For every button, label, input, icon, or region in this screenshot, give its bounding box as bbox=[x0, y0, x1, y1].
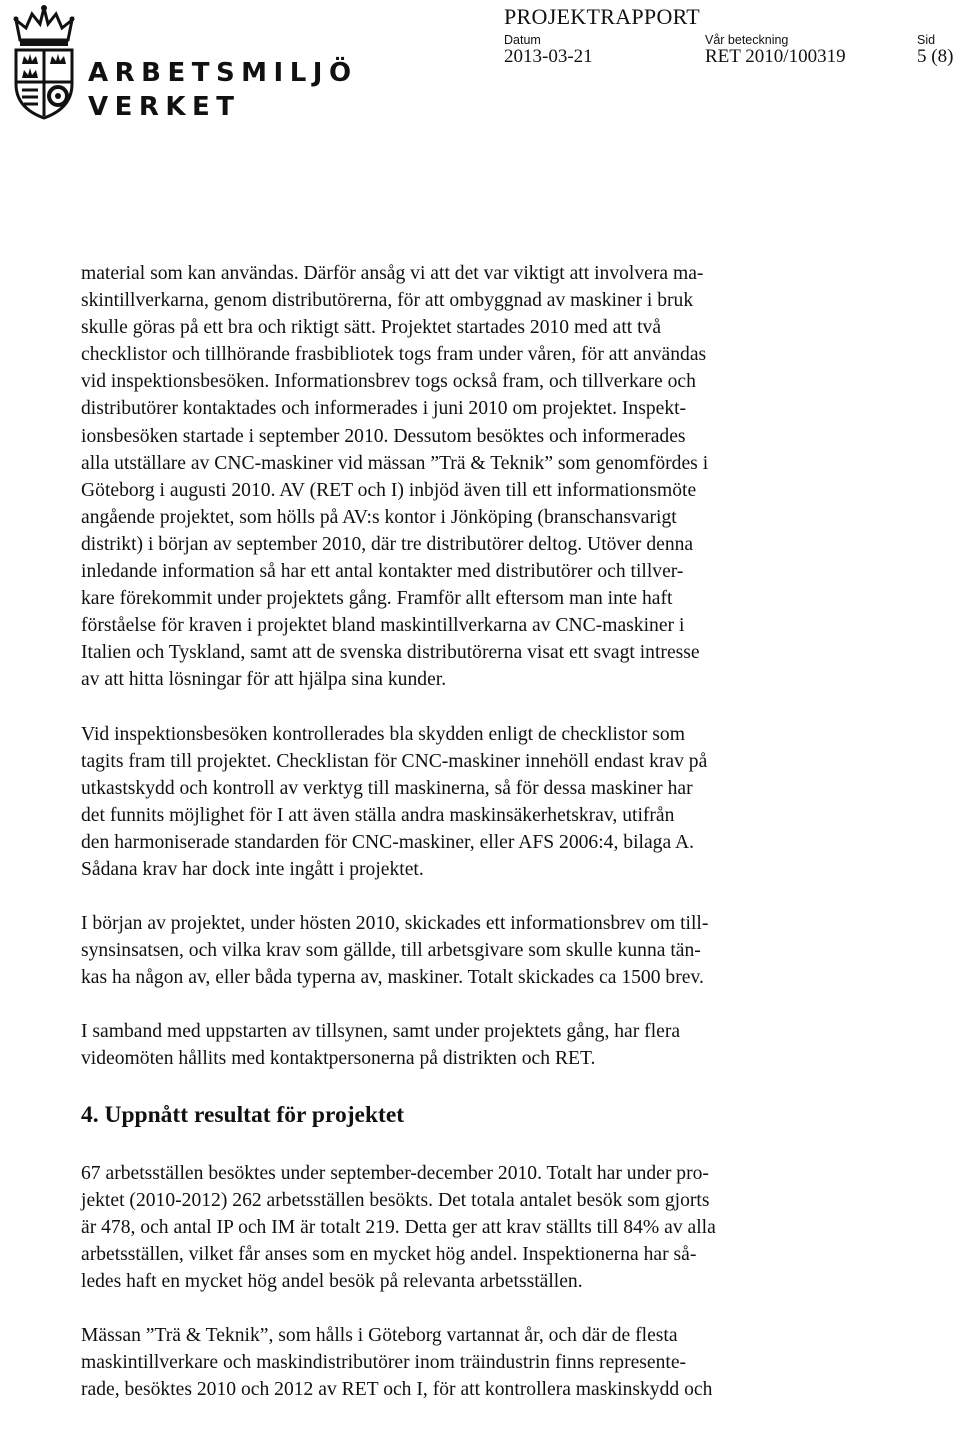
text-line: tagits fram till projektet. Checklistan för CNC-maskiner innehöll endast krav på bbox=[81, 750, 708, 772]
text-line: ionsbesöken startade i september 2010. Dessutom besöktes och informerades bbox=[81, 425, 686, 447]
text-line: 67 arbetsställen besöktes under september-december 2010. Totalt har under pro- bbox=[81, 1162, 709, 1184]
org-name-line1: ARBETSMILJÖ bbox=[88, 58, 358, 88]
text-line: videomöten hållits med kontaktpersonerna på distrikten och RET. bbox=[81, 1048, 596, 1070]
text-line: skintillverkarna, genom distributörerna, för att ombyggnad av maskiner i bruk bbox=[81, 290, 694, 312]
text-line: det funnits möjlighet för I att även ställa andra maskinsäkerhetskrav, utifrån bbox=[81, 804, 675, 826]
text-line: Italien och Tyskland, samt att de svenska distributörerna visat ett svagt intresse bbox=[81, 642, 700, 664]
text-line: utkastskydd och kontroll av verktyg till maskinerna, så för dessa maskiner har bbox=[81, 777, 693, 799]
paragraph bbox=[81, 1322, 881, 1403]
text-line: I samband med uppstarten av tillsynen, samt under projektets gång, har flera bbox=[81, 1021, 681, 1043]
date-label: Datum bbox=[504, 33, 541, 47]
text-line: maskintillverkare och maskindistributörer inom träindustrin finns represente- bbox=[81, 1352, 687, 1374]
text-line: jektet (2010-2012) 262 arbetsställen besökts. Det totala antalet besök som gjorts bbox=[81, 1189, 710, 1211]
text-line: inledande information så har ett antal kontakter med distributörer och tillver- bbox=[81, 561, 684, 583]
reference-label: Vår beteckning bbox=[705, 33, 789, 47]
arbetsmiljoverket-logo bbox=[6, 4, 358, 122]
text-line: skulle göras på ett bra och riktigt sätt. Projektet startades 2010 med att två bbox=[81, 317, 662, 339]
text-line: distributörer kontaktades och informerades i juni 2010 om projektet. Inspekt- bbox=[81, 398, 687, 420]
text-line: ledes haft en mycket hög andel besök på relevanta arbetsställen. bbox=[81, 1270, 583, 1292]
crown-emblem-icon bbox=[6, 4, 82, 122]
document-type: PROJEKTRAPPORT bbox=[504, 4, 701, 29]
paragraph bbox=[81, 1018, 881, 1072]
text-line: av att hitta lösningar för att hjälpa sina kunder. bbox=[81, 669, 447, 691]
paragraph bbox=[81, 260, 881, 694]
text-line: angående projektet, som hölls på AV:s kontor i Jönköping (branschansvarigt bbox=[81, 506, 677, 528]
text-line: vid inspektionsbesöken. Informationsbrev togs också fram, och tillverkare och bbox=[81, 371, 696, 393]
paragraph bbox=[81, 910, 881, 991]
paragraph bbox=[81, 721, 881, 884]
text-line: kare förekommit under projektets gång. Framför allt eftersom man inte haft bbox=[81, 588, 673, 610]
text-line: förståelse för kraven i projektet bland maskintillverkarna av CNC-maskiner i bbox=[81, 615, 685, 637]
text-line: alla utställare av CNC-maskiner vid mässan ”Trä & Teknik” som genomfördes i bbox=[81, 452, 709, 474]
text-line: Sådana krav har dock inte ingått i projektet. bbox=[81, 858, 424, 880]
text-line: arbetsställen, vilket får anses som en mycket hög andel. Inspektionerna har så- bbox=[81, 1243, 697, 1265]
paragraph bbox=[81, 1160, 881, 1295]
text-line: material som kan användas. Därför ansåg vi att det var viktigt att involvera ma- bbox=[81, 263, 704, 284]
text-line: synsinsatsen, och vilka krav som gällde, till arbetsgivare som skulle kunna tän- bbox=[81, 940, 701, 962]
text-line: är 478, och antal IP och IM är totalt 219. Detta ger att krav ställts till 84% av alla bbox=[81, 1216, 716, 1238]
text-line: Mässan ”Trä & Teknik”, som hålls i Göteborg vartannat år, och där de flesta bbox=[81, 1325, 678, 1346]
date-value: 2013-03-21 bbox=[504, 46, 593, 67]
document-body bbox=[81, 260, 881, 1430]
text-line: I början av projektet, under hösten 2010, skickades ett informationsbrev om till- bbox=[81, 913, 709, 935]
reference-value: RET 2010/100319 bbox=[705, 46, 846, 67]
page-number: 5 (8) bbox=[917, 46, 954, 67]
text-line: rade, besöktes 2010 och 2012 av RET och I, för att kontrollera maskinskydd och bbox=[81, 1379, 713, 1401]
text-line: checklistor och tillhörande frasbibliotek togs fram under våren, för att användas bbox=[81, 344, 707, 366]
text-line: den harmoniserade standarden för CNC-maskiner, eller AFS 2006:4, bilaga A. bbox=[81, 831, 695, 853]
text-line: distrikt) i början av september 2010, där tre distributörer deltog. Utöver denna bbox=[81, 533, 694, 555]
org-name-line2: VERKET bbox=[88, 92, 241, 122]
text-line: Vid inspektionsbesöken kontrollerades bla skydden enligt de checklistor som bbox=[81, 723, 685, 745]
page-label: Sid bbox=[917, 33, 936, 47]
text-line: Göteborg i augusti 2010. AV (RET och I) inbjöd även till ett informationsmöte bbox=[81, 479, 697, 501]
section-heading: 4. Uppnått resultat för projektet bbox=[81, 1101, 405, 1128]
text-line: kas ha någon av, eller båda typerna av, maskiner. Totalt skickades ca 1500 brev. bbox=[81, 967, 704, 989]
